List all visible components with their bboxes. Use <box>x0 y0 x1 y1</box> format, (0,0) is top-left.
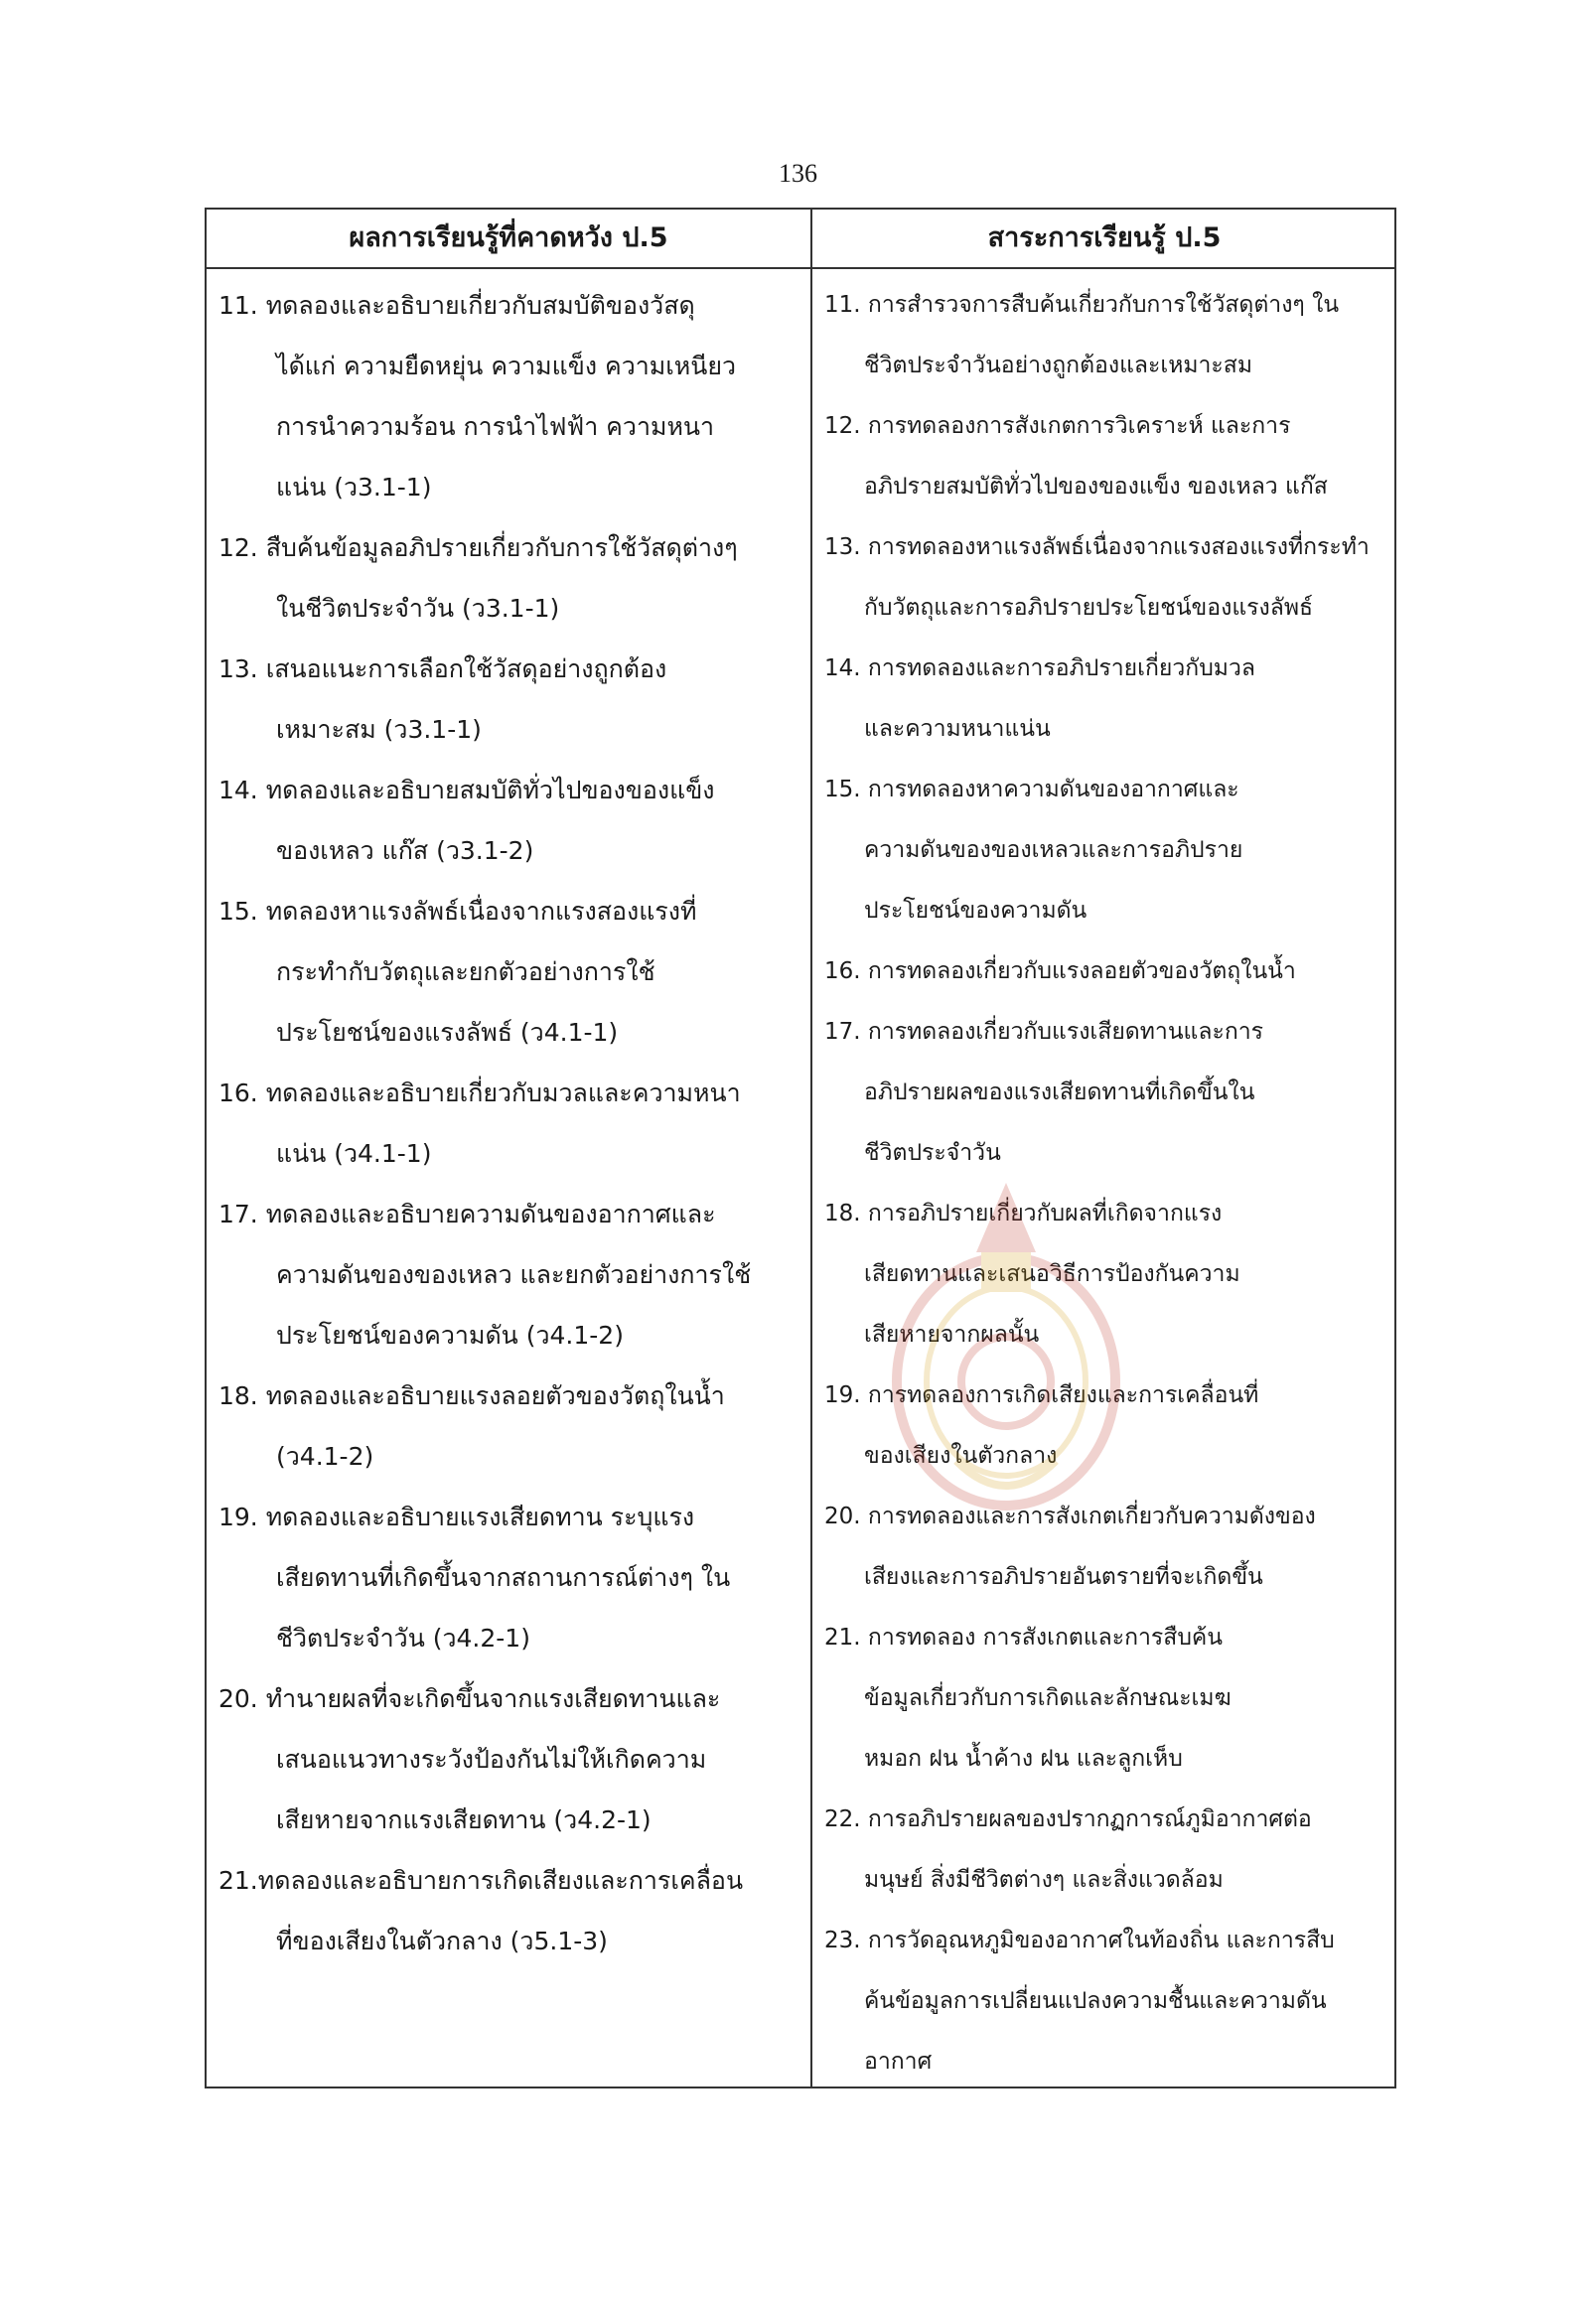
content-item <box>824 760 1390 941</box>
outcome-item-line: เสียดทานที่เกิดขึ้นจากสถานการณ์ต่างๆ ใน <box>276 1563 731 1592</box>
outcome-item <box>218 1668 804 1850</box>
outcome-item-line: กระทำกับวัตถุและยกตัวอย่างการใช้ <box>276 957 655 986</box>
outcome-item-line: ความดันของของเหลว และยกตัวอย่างการใช้ <box>276 1260 752 1289</box>
content-item <box>824 1184 1390 1366</box>
page-number: 136 <box>779 159 817 188</box>
content-item-line: อากาศ <box>864 2049 933 2075</box>
content-item <box>824 941 1390 1002</box>
content-item-line: อภิปรายสมบัติทั่วไปของของแข็ง ของเหลว แก๊ส <box>864 474 1328 500</box>
content-item-line: ความดันของของเหลวและการอภิปราย <box>864 837 1243 863</box>
content-item-line: 22. การอภิปรายผลของปรากฏการณ์ภูมิอากาศต่อ <box>824 1806 1312 1832</box>
outcome-item-line: ประโยชน์ของแรงลัพธ์ (ว4.1-1) <box>276 1018 619 1047</box>
content-item-line: 23. การวัดอุณหภูมิของอากาศในท้องถิ่น และการสืบ <box>824 1928 1335 1953</box>
outcome-item-line: 20. ทำนายผลที่จะเกิดขึ้นจากแรงเสียดทานและ <box>218 1684 721 1713</box>
content-item <box>824 517 1390 639</box>
outcome-item-line: ประโยชน์ของความดัน (ว4.1-2) <box>276 1321 624 1350</box>
right-column-header: สาระการเรียนรู้ ป.5 <box>987 222 1222 253</box>
content-item <box>824 396 1390 517</box>
outcome-item-line: 16. ทดลองและอธิบายเกี่ยวกับมวลและความหนา <box>218 1079 741 1107</box>
content-item-line: ค้นข้อมูลการเปลี่ยนแปลงความชื้นและความดัน <box>864 1988 1327 2014</box>
content-item <box>824 1366 1390 1487</box>
content-item <box>824 1911 1390 2092</box>
outcome-item-line: ในชีวิตประจำวัน (ว3.1-1) <box>276 594 560 623</box>
outcome-item-line: 14. ทดลองและอธิบายสมบัติทั่วไปของของแข็ง <box>218 776 715 804</box>
content-item <box>824 275 1390 396</box>
column-divider <box>810 210 812 2087</box>
content-item-line: 12. การทดลองการสังเกตการวิเคราะห์ และการ <box>824 413 1291 439</box>
outcome-item <box>218 760 804 881</box>
content-item-line: 14. การทดลองและการอภิปรายเกี่ยวกับมวล <box>824 655 1255 681</box>
curriculum-table <box>205 208 1396 2088</box>
outcome-item <box>218 1063 804 1184</box>
learning-content-column <box>824 275 1390 2092</box>
outcome-item-line: ได้แก่ ความยืดหยุ่น ความแข็ง ความเหนียว <box>276 352 737 380</box>
outcome-item-line: 15. ทดลองหาแรงลัพธ์เนื่องจากแรงสองแรงที่ <box>218 897 697 926</box>
table-header-row <box>207 210 1394 269</box>
content-item-line: ข้อมูลเกี่ยวกับการเกิดและลักษณะเมฆ <box>864 1685 1232 1711</box>
outcome-item-line: แน่น (ว4.1-1) <box>276 1139 432 1168</box>
outcome-item <box>218 881 804 1063</box>
content-item-line: 13. การทดลองหาแรงลัพธ์เนื่องจากแรงสองแรงที่กระทำ <box>824 534 1370 560</box>
outcome-item-line: การนำความร้อน การนำไฟฟ้า ความหนา <box>276 412 715 441</box>
content-item <box>824 1487 1390 1608</box>
outcome-item <box>218 517 804 639</box>
outcome-item-line: 12. สืบค้นข้อมูลอภิปรายเกี่ยวกับการใช้วัสดุต่างๆ <box>218 533 738 562</box>
content-item-line: เสียงและการอภิปรายอันตรายที่จะเกิดขึ้น <box>864 1564 1263 1590</box>
outcome-item-line: เหมาะสม (ว3.1-1) <box>276 715 482 744</box>
outcome-item-line: 19. ทดลองและอธิบายแรงเสียดทาน ระบุแรง <box>218 1503 695 1531</box>
expected-outcomes-column <box>218 275 804 1971</box>
outcome-item-line: 21.ทดลองและอธิบายการเกิดเสียงและการเคลื่อน <box>218 1866 744 1895</box>
outcome-item-line: ที่ของเสียงในตัวกลาง (ว5.1-3) <box>276 1927 608 1955</box>
outcome-item-line: เสียหายจากแรงเสียดทาน (ว4.2-1) <box>276 1805 652 1834</box>
outcome-item-line: 17. ทดลองและอธิบายความดันของอากาศและ <box>218 1200 716 1228</box>
outcome-item-line: 11. ทดลองและอธิบายเกี่ยวกับสมบัติของวัสดุ <box>218 291 695 320</box>
content-item-line: มนุษย์ สิ่งมีชีวิตต่างๆ และสิ่งแวดล้อม <box>864 1867 1224 1893</box>
outcome-item <box>218 1366 804 1487</box>
content-item-line: ชีวิตประจำวันอย่างถูกต้องและเหมาะสม <box>864 353 1252 378</box>
outcome-item-line: แน่น (ว3.1-1) <box>276 473 432 502</box>
content-item-line: 11. การสำรวจการสืบค้นเกี่ยวกับการใช้วัสดุต่างๆ ใน <box>824 292 1340 318</box>
outcome-item-line: 13. เสนอแนะการเลือกใช้วัสดุอย่างถูกต้อง <box>218 654 667 683</box>
outcome-item <box>218 639 804 760</box>
content-item-line: และความหนาแน่น <box>864 716 1051 742</box>
content-item-line: 18. การอภิปรายเกี่ยวกับผลที่เกิดจากแรง <box>824 1201 1223 1226</box>
content-item-line: ชีวิตประจำวัน <box>864 1140 1001 1166</box>
content-item-line: 19. การทดลองการเกิดเสียงและการเคลื่อนที่ <box>824 1382 1259 1408</box>
content-item-line: 16. การทดลองเกี่ยวกับแรงลอยตัวของวัตถุในน้ำ <box>824 958 1296 984</box>
content-item-line: ประโยชน์ของความดัน <box>864 898 1088 924</box>
content-item-line: เสียดทานและเสนอวิธีการป้องกันความ <box>864 1261 1240 1287</box>
outcome-item-line: ชีวิตประจำวัน (ว4.2-1) <box>276 1624 530 1653</box>
content-item <box>824 639 1390 760</box>
outcome-item <box>218 275 804 517</box>
content-item-line: 20. การทดลองและการสังเกตเกี่ยวกับความดังของ <box>824 1504 1316 1529</box>
outcome-item <box>218 1487 804 1668</box>
content-item-line: อภิปรายผลของแรงเสียดทานที่เกิดขึ้นใน <box>864 1080 1255 1105</box>
content-item <box>824 1608 1390 1790</box>
left-column-header: ผลการเรียนรู้ที่คาดหวัง ป.5 <box>349 222 668 253</box>
content-item-line: ของเสียงในตัวกลาง <box>864 1443 1058 1469</box>
content-item-line: 15. การทดลองหาความดันของอากาศและ <box>824 777 1239 802</box>
outcome-item-line: 18. ทดลองและอธิบายแรงลอยตัวของวัตถุในน้ำ <box>218 1381 725 1410</box>
outcome-item <box>218 1184 804 1366</box>
outcome-item <box>218 1850 804 1971</box>
outcome-item-line: (ว4.1-2) <box>276 1442 374 1471</box>
content-item-line: เสียหายจากผลนั้น <box>864 1322 1040 1348</box>
content-item-line: 17. การทดลองเกี่ยวกับแรงเสียดทานและการ <box>824 1019 1264 1045</box>
outcome-item-line: ของเหลว แก๊ส (ว3.1-2) <box>276 836 534 865</box>
content-item-line: 21. การทดลอง การสังเกตและการสืบค้น <box>824 1625 1224 1651</box>
outcome-item-line: เสนอแนวทางระวังป้องกันไม่ให้เกิดความ <box>276 1745 707 1774</box>
content-item <box>824 1790 1390 1911</box>
content-item-line: หมอก ฝน น้ำค้าง ฝน และลูกเห็บ <box>864 1746 1183 1772</box>
content-item-line: กับวัตถุและการอภิปรายประโยชน์ของแรงลัพธ์ <box>864 595 1314 621</box>
content-item <box>824 1002 1390 1184</box>
